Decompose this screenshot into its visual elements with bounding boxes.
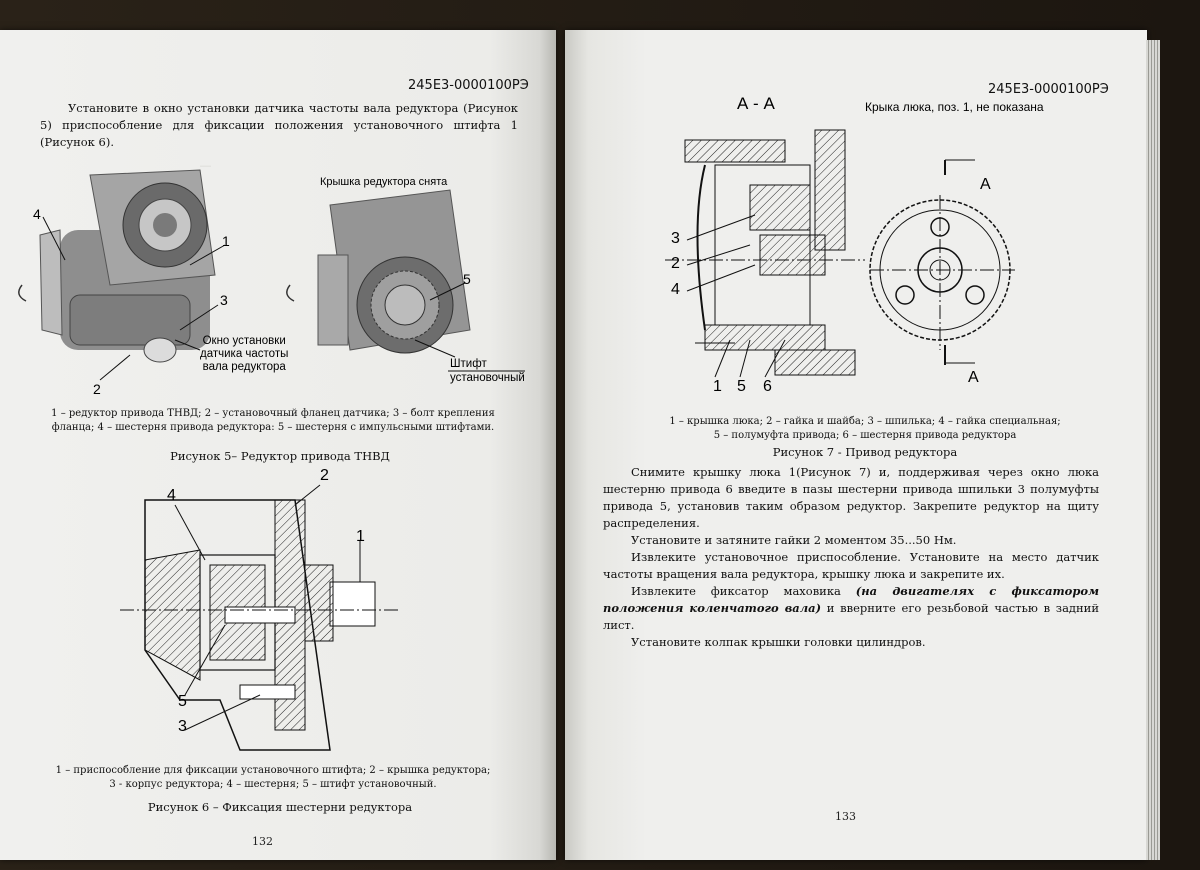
- gearbox-with-cover: [19, 170, 215, 362]
- fig7-section-mark-bottom: А: [968, 369, 979, 386]
- fig7-title: Рисунок 7 - Привод редуктора: [772, 445, 958, 459]
- gearbox-cover-removed: [287, 190, 470, 353]
- fig7-callout-3: 3: [671, 230, 680, 247]
- left-doc-code: 245Е3-0000100РЭ: [408, 78, 529, 93]
- left-intro-paragraph: Установите в окно установки датчика частоты вала редуктора (Рисунок 5) приспособление для фиксации положения установочного штифта 1 (Рисунок 6).: [40, 101, 518, 149]
- fig7-legend: 1 – крышка люка; 2 – гайка и шайба; 3 – шпилька; 4 – гайка специальная; 5 – полумуфта привода; 6 – шестерня привода редуктора: [669, 416, 1061, 441]
- fig5-pin-label: Штифт установочный: [450, 358, 525, 384]
- fig5-callout-4: 4: [33, 206, 41, 222]
- right-page-number: 133: [835, 810, 856, 823]
- fig6-callout-3: 3: [178, 718, 187, 735]
- fig5-cover-removed-label: Крышка редуктора снята: [320, 176, 448, 188]
- fig5-title: Рисунок 5– Редуктор привода ТНВД: [170, 449, 390, 463]
- right-page: [565, 30, 1147, 860]
- instruction-p5: Установите колпак крышки головки цилиндров.: [631, 635, 926, 649]
- front-view: [870, 160, 1015, 365]
- fig6-drawing: [0, 460, 556, 760]
- fig7-drawing: [565, 115, 1147, 405]
- bleed-through-text: —: [200, 160, 211, 172]
- fig5-callout-1: 1: [222, 233, 230, 249]
- fig5-window-label: Окно установки датчика частоты вала редуктора: [200, 335, 289, 373]
- section-view: [665, 130, 865, 375]
- fig6-callout-2: 2: [320, 467, 329, 484]
- instruction-p4: Извлеките фиксатор маховика (на двигателях с фиксатором положения коленчатого вала) и вверните его резьбовой частью в задний лист.: [603, 584, 1100, 632]
- book-page-edges: [1146, 40, 1160, 860]
- fig5-legend: 1 – редуктор привода ТНВД; 2 – установочный фланец датчика; 3 – болт крепления фланца; 4 – шестерня привода редуктора: 5 – шестерня с импульсными штифтами.: [51, 408, 495, 433]
- right-doc-code: 245Е3-0000100РЭ: [988, 82, 1109, 97]
- fig5-callout-5: 5: [463, 271, 471, 287]
- left-page-number: 132: [252, 835, 273, 848]
- fig5-callout-3: 3: [220, 292, 228, 308]
- fig6-title: Рисунок 6 – Фиксация шестерни редуктора: [147, 800, 413, 814]
- fig6-callout-1: 1: [356, 528, 365, 545]
- fig7-callout-4: 4: [671, 281, 680, 298]
- fig7-callout-6: 6: [763, 378, 772, 395]
- fig7-callout-5: 5: [737, 378, 746, 395]
- fig6-legend: 1 – приспособление для фиксации установочного штифта; 2 – крышка редуктора; 3 - корпус редуктора; 4 – шестерня; 5 – штифт установочный.: [55, 765, 491, 790]
- right-instructions: [603, 464, 1099, 651]
- fig7-section-mark-top: А: [980, 176, 991, 193]
- instruction-p2: Установите и затяните гайки 2 моментом 35...50 Нм.: [631, 533, 957, 547]
- fig7-note: Крыка люка, поз. 1, не показана: [865, 100, 1044, 114]
- instruction-p1: Снимите крышку люка 1(Рисунок 7) и, поддерживая через окно люка шестерню привода 6 введите в пазы шестерни привода шпильки 3 полумуфты привода 5, установив таким образом редуктор. Закрепите редуктор на щиту распределения.: [603, 465, 1099, 530]
- fig5-callout-2: 2: [93, 381, 101, 397]
- fig7-callout-2: 2: [671, 255, 680, 272]
- fig7-callout-1: 1: [713, 378, 722, 395]
- fig7-section-label: А - А: [737, 94, 775, 113]
- instruction-p3: Извлеките установочное приспособление. Установите на место датчик частоты вращения вала редуктора, крышку люка и закрепите их.: [603, 550, 1099, 581]
- left-page: [0, 30, 556, 860]
- fig6-callout-5: 5: [178, 693, 187, 710]
- fig6-callout-4: 4: [167, 487, 176, 504]
